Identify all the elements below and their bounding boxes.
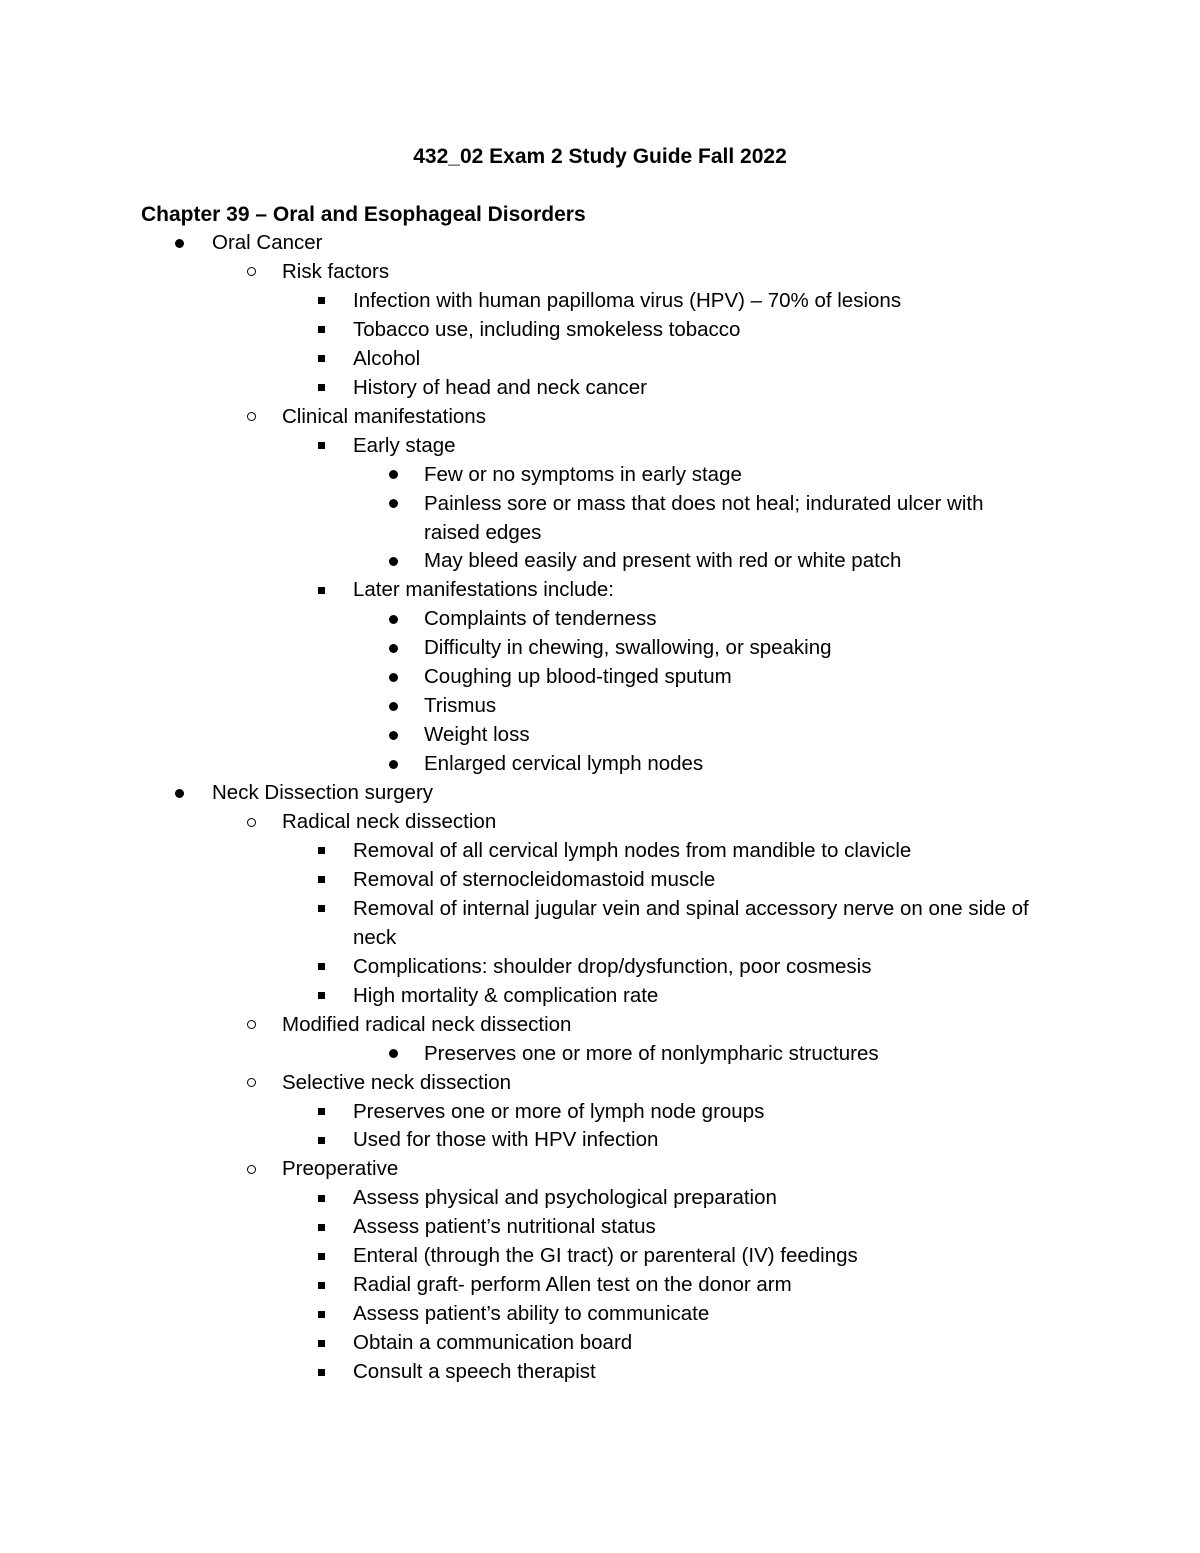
outline-item-text: History of head and neck cancer xyxy=(353,375,647,399)
bullet-dot-icon xyxy=(389,673,398,682)
bullet-dot-icon xyxy=(389,557,398,566)
bullet-circle-icon xyxy=(247,267,256,276)
bullet-dot-icon xyxy=(389,1049,398,1058)
outline-item-text: Removal of sternocleidomastoid muscle xyxy=(353,867,716,891)
bullet-square-icon xyxy=(318,442,325,449)
bullet-circle-icon xyxy=(247,1020,256,1029)
bullet-square-icon xyxy=(318,1195,325,1202)
outline-item-text: Infection with human papilloma virus (HPV) – 70% of lesions xyxy=(353,288,902,312)
outline-item-text: Removal of internal jugular vein and spinal accessory nerve on one side of xyxy=(353,896,1029,920)
bullet-circle-icon xyxy=(247,412,256,421)
bullet-circle-icon xyxy=(247,1165,256,1174)
outline-item-text: Consult a speech therapist xyxy=(353,1360,596,1384)
bullet-dot-icon xyxy=(175,789,184,798)
bullet-dot-icon xyxy=(389,731,398,740)
outline-item-text: Painless sore or mass that does not heal; indurated ulcer with xyxy=(424,491,984,515)
outline-item-text: Assess patient’s nutritional status xyxy=(353,1215,656,1239)
bullet-square-icon xyxy=(318,1369,325,1376)
outline-item-text: Alcohol xyxy=(353,346,421,370)
outline-item-text: Enteral (through the GI tract) or parenteral (IV) feedings xyxy=(353,1244,858,1268)
outline-item-text: Trismus xyxy=(424,694,497,718)
outline-item-text: Selective neck dissection xyxy=(282,1070,512,1094)
bullet-dot-icon xyxy=(175,239,184,248)
bullet-square-icon xyxy=(318,326,325,333)
bullet-square-icon xyxy=(318,1282,325,1289)
bullet-square-icon xyxy=(318,876,325,883)
bullet-square-icon xyxy=(318,355,325,362)
bullet-dot-icon xyxy=(389,702,398,711)
outline-item-text: Early stage xyxy=(353,433,456,457)
outline-item-text: Modified radical neck dissection xyxy=(282,1012,572,1036)
outline-item-text: Obtain a communication board xyxy=(353,1331,633,1355)
bullet-square-icon xyxy=(318,963,325,970)
bullet-square-icon xyxy=(318,992,325,999)
outline-item-text: Preoperative xyxy=(282,1157,399,1181)
bullet-square-icon xyxy=(318,905,325,912)
outline-item-text: raised edges xyxy=(424,520,542,544)
bullet-square-icon xyxy=(318,1108,325,1115)
outline-item-text: Assess physical and psychological preparation xyxy=(353,1186,777,1210)
outline-item-text: High mortality & complication rate xyxy=(353,983,659,1007)
bullet-square-icon xyxy=(318,1311,325,1318)
outline-item-text: Later manifestations include: xyxy=(353,578,614,602)
bullet-dot-icon xyxy=(389,615,398,624)
bullet-dot-icon xyxy=(389,760,398,769)
outline-item-text: Used for those with HPV infection xyxy=(353,1128,659,1152)
outline-item-text: Risk factors xyxy=(282,259,390,283)
bullet-dot-icon xyxy=(389,470,398,479)
outline-item-text: Assess patient’s ability to communicate xyxy=(353,1302,710,1326)
bullet-square-icon xyxy=(318,1137,325,1144)
bullet-square-icon xyxy=(318,847,325,854)
outline-item-text: Removal of all cervical lymph nodes from mandible to clavicle xyxy=(353,838,912,862)
outline-item-text: Coughing up blood-tinged sputum xyxy=(424,665,732,689)
outline-item-text: Neck Dissection surgery xyxy=(212,781,434,805)
bullet-square-icon xyxy=(318,1224,325,1231)
outline-item-text: Few or no symptoms in early stage xyxy=(424,462,742,486)
outline-item-text: Complaints of tenderness xyxy=(424,607,657,631)
chapter-heading: Chapter 39 – Oral and Esophageal Disorders xyxy=(141,203,586,226)
outline-item-text: neck xyxy=(353,925,397,949)
bullet-circle-icon xyxy=(247,818,256,827)
bullet-dot-icon xyxy=(389,499,398,508)
outline-item-text: Preserves one or more of nonlympharic structures xyxy=(424,1041,879,1065)
outline-item-text: Complications: shoulder drop/dysfunction, poor cosmesis xyxy=(353,954,872,978)
outline-item-text: Enlarged cervical lymph nodes xyxy=(424,752,704,776)
outline-item-text: Preserves one or more of lymph node groups xyxy=(353,1099,765,1123)
outline-item-text: Radical neck dissection xyxy=(282,810,497,833)
outline-item-text: Clinical manifestations xyxy=(282,404,486,428)
bullet-circle-icon xyxy=(247,1078,256,1087)
bullet-square-icon xyxy=(318,1253,325,1260)
outline-item-text: Radial graft- perform Allen test on the donor arm xyxy=(353,1273,792,1297)
outline-item-text: Oral Cancer xyxy=(212,231,323,254)
bullet-dot-icon xyxy=(389,644,398,653)
bullet-square-icon xyxy=(318,1340,325,1347)
bullet-square-icon xyxy=(318,587,325,594)
bullet-square-icon xyxy=(318,297,325,304)
outline-item-text: Weight loss xyxy=(424,723,530,747)
outline-item-text: Tobacco use, including smokeless tobacco xyxy=(353,317,741,341)
bullet-square-icon xyxy=(318,384,325,391)
outline-item-text: May bleed easily and present with red or white patch xyxy=(424,549,902,573)
outline-item-text: Difficulty in chewing, swallowing, or speaking xyxy=(424,636,832,660)
document-title: 432_02 Exam 2 Study Guide Fall 2022 xyxy=(413,145,787,168)
